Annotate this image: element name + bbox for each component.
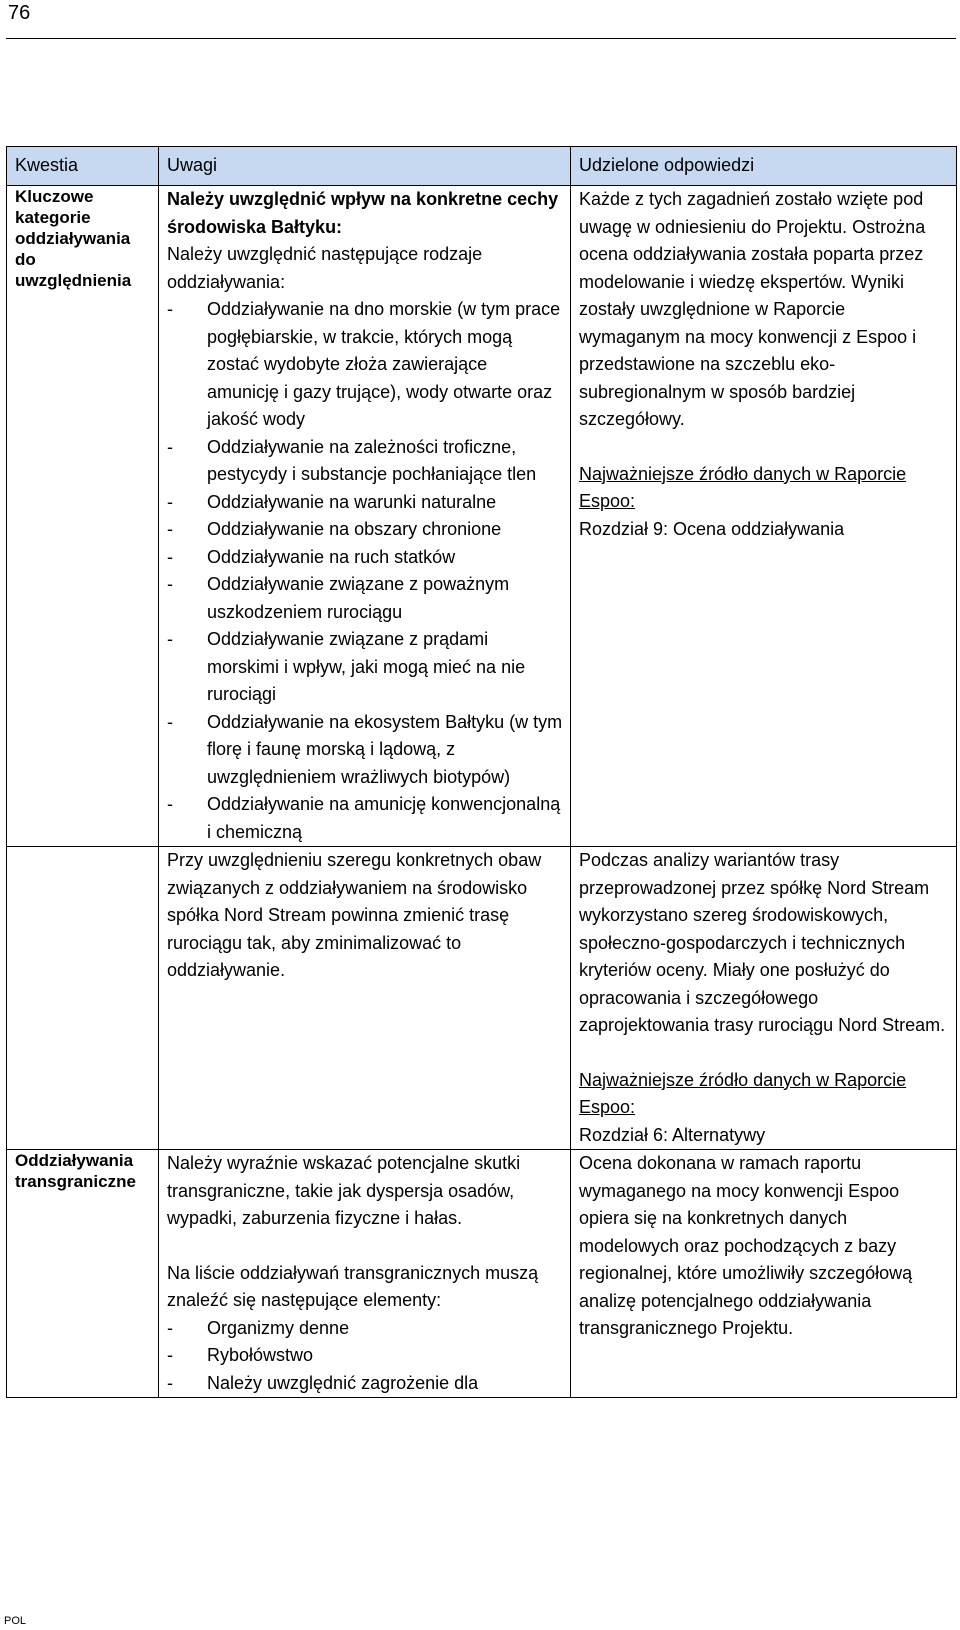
page-number: 76: [8, 2, 31, 24]
answer-text: Każde z tych zagadnień zostało wzięte pod uwagę w odniesieniu do Projektu. Ostrożna ocena oddziaływania została poparta przez modelowanie i wiedzę ekspertów. Wyniki zostały uwzględnione w Raporcie wymaganym na mocy konwencji z Espoo i przedstawione na szczeblu eko-subregionalnym w sposób bardziej szczegółowy.: [579, 189, 926, 429]
remarks-text: Na liście oddziaływań transgranicznych muszą znaleźć się następujące elementy:: [167, 1262, 539, 1310]
table-row: [7, 847, 957, 1150]
issues-table: [6, 146, 957, 1398]
list-item: - Oddziaływanie związane z prądami morskimi i wpływ, jaki mogą mieć na nie rurociągi: [167, 626, 564, 709]
issue-line: transgraniczne: [15, 1172, 136, 1191]
issue-cell-empty: [7, 847, 159, 1150]
list-item: - Rybołówstwo: [167, 1342, 564, 1370]
header-answers: Udzielone odpowiedzi: [571, 147, 957, 186]
issue-line: Oddziaływania: [15, 1151, 134, 1170]
answer-text: Podczas analizy wariantów trasy przeprowadzonej przez spółkę Nord Stream wykorzystano szereg środowiskowych, społeczno-gospodarczych i technicznych kryteriów oceny. Miały one posłużyć do opracowania i szczegółowego zaprojektowania trasy rurociągu Nord Stream.: [579, 850, 946, 1035]
table-row: [7, 1150, 957, 1398]
header-rule: [6, 38, 956, 39]
issue-line: kategorie: [15, 208, 91, 227]
source-label: Najważniejsze źródło danych w Raporcie Espoo:: [579, 463, 907, 511]
footer-language-label: POL: [4, 1615, 27, 1627]
source-value: Rozdział 9: Ocena oddziaływania: [579, 518, 845, 539]
remarks-cell: [159, 186, 571, 847]
header-issue: Kwestia: [7, 147, 159, 186]
answer-text: Ocena dokonana w ramach raportu wymaganego na mocy konwencji Espoo opiera się na konkretnych danych modelowych oraz pochodzących z bazy regionalnej, które umożliwiły szczegółową analizę potencjalnego oddziaływania transgranicznego Projektu.: [579, 1153, 913, 1338]
remarks-heading: Należy uwzględnić wpływ na konkretne cechy środowiska Bałtyku:: [167, 189, 559, 237]
answer-cell: [571, 186, 957, 847]
list-item: - Oddziaływanie na warunki naturalne: [167, 489, 564, 517]
remarks-intro: Należy uwzględnić następujące rodzaje oddziaływania:: [167, 244, 483, 292]
remarks-text: Przy uwzględnieniu szeregu konkretnych obaw związanych z oddziaływaniem na środowisko spółka Nord Stream powinna zmienić trasę rurociągu tak, aby zminimalizować to oddziaływanie.: [167, 850, 542, 980]
answer-cell: [571, 1150, 957, 1398]
remarks-cell: [159, 1150, 571, 1398]
issue-line: do: [15, 250, 36, 269]
issue-line: uwzględnienia: [15, 271, 132, 290]
list-item: - Należy uwzględnić zagrożenie dla: [167, 1370, 564, 1398]
issue-cell: [7, 186, 159, 847]
table-header-row: [7, 147, 957, 186]
issue-line: Kluczowe: [15, 187, 94, 206]
list-item: - Oddziaływanie związane z poważnym uszkodzeniem rurociągu: [167, 571, 564, 626]
elements-list: [167, 1315, 564, 1398]
list-item: - Oddziaływanie na obszary chronione: [167, 516, 564, 544]
header-remarks: Uwagi: [159, 147, 571, 186]
source-value: Rozdział 6: Alternatywy: [579, 1124, 766, 1145]
remarks-text: Należy wyraźnie wskazać potencjalne skutki transgraniczne, takie jak dyspersja osadów, wypadki, zaburzenia fizyczne i hałas.: [167, 1153, 521, 1228]
list-item: - Oddziaływanie na dno morskie (w tym prace pogłębiarskie, w trakcie, których mogą zostać wydobyte złoża zawierające amunicję i gazy trujące), wody otwarte oraz jakość wody: [167, 296, 564, 434]
issue-line: oddziaływania: [15, 229, 131, 248]
answer-cell: [571, 847, 957, 1150]
impact-list: [167, 296, 564, 846]
table-row: [7, 186, 957, 847]
list-item: - Oddziaływanie na zależności troficzne, pestycydy i substancje pochłaniające tlen: [167, 434, 564, 489]
remarks-cell: [159, 847, 571, 1150]
issue-cell: [7, 1150, 159, 1398]
list-item: - Oddziaływanie na amunicję konwencjonalną i chemiczną: [167, 791, 564, 846]
source-label: Najważniejsze źródło danych w Raporcie Espoo:: [579, 1069, 907, 1117]
list-item: - Oddziaływanie na ekosystem Bałtyku (w tym florę i faunę morską i lądową, z uwzględnieniem wrażliwych biotypów): [167, 709, 564, 792]
list-item: - Organizmy denne: [167, 1315, 564, 1343]
list-item: - Oddziaływanie na ruch statków: [167, 544, 564, 572]
